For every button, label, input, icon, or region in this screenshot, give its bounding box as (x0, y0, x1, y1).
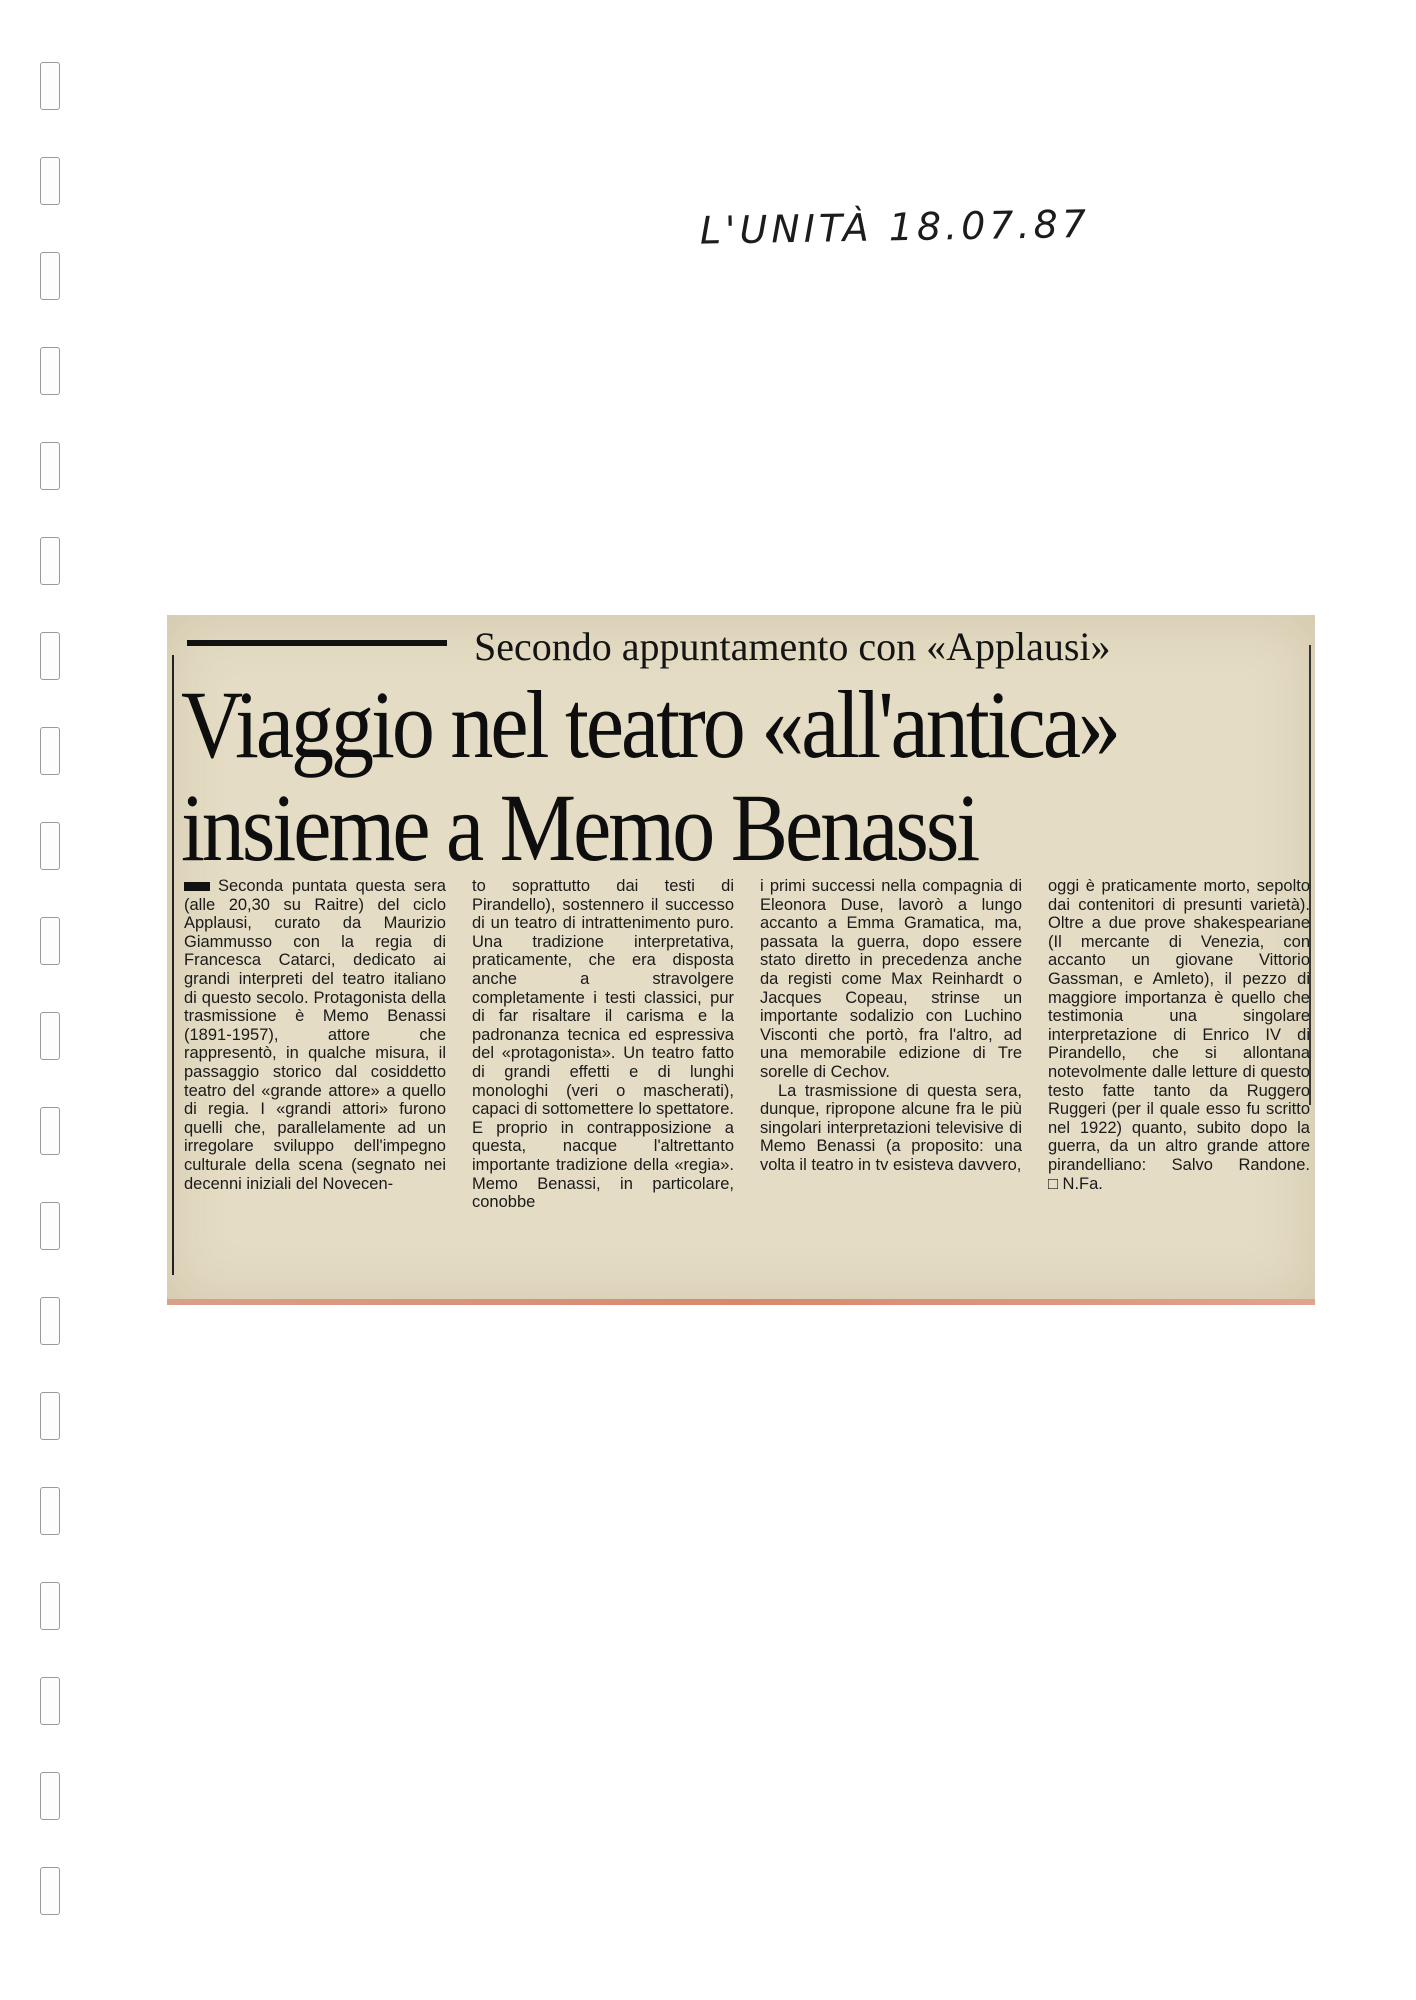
headline-line: insieme a Memo Benassi (181, 773, 978, 882)
binder-hole (40, 62, 60, 110)
article-column (472, 877, 734, 1277)
binder-hole (40, 727, 60, 775)
binder-hole (40, 1107, 60, 1155)
binder-hole (40, 347, 60, 395)
handwritten-source-date: L'UNITÀ 18.07.87 (699, 201, 1091, 253)
binder-hole (40, 1392, 60, 1440)
article-headline (181, 670, 1301, 882)
headline-line: Viaggio nel teatro «all'antica» (181, 670, 1118, 779)
article-kicker: Secondo appuntamento con «Applausi» (474, 624, 1111, 669)
binder-hole (40, 157, 60, 205)
author-signoff: □ N.Fa. (1048, 1174, 1103, 1193)
article-column (1048, 877, 1310, 1277)
article-column (760, 877, 1022, 1277)
binder-hole (40, 1487, 60, 1535)
kicker-bar (187, 640, 447, 646)
paragraph-text: oggi è praticamente morto, sepolto dai contenitori di presunti varietà). Oltre a due prove shakespeariane (Il mercante di Venezia, con accanto un giovane Vittorio Gassman, e Amleto), il pezzo di maggiore importanza è quello che testimonia una singolare interpretazione di Enrico IV di Pirandello, che si allontana notevolmente dalle letture di questo testo fatte tanto da Ruggero Ruggeri (per il quale esso fu scritto nel 1922) quanto, subito dopo la guerra, da un altro grande attore pirandelliano: Salvo Randone. (1048, 877, 1310, 1174)
binder-holes (40, 0, 62, 2000)
binder-hole (40, 1867, 60, 1915)
newspaper-clipping (167, 615, 1315, 1305)
paragraph: i primi successi nella compagnia di Eleonora Duse, lavorò a lungo accanto a Emma Gramatica, ma, passata la guerra, dopo essere stato diretto in precedenza anche da registi come Max Reinhardt o Jacques Copeau, strinse un importante sodalizio con Luchino Visconti che portò, fra l'altro, ad una memorabile edizione di Tre sorelle di Cechov. (760, 877, 1022, 1081)
binder-hole (40, 1582, 60, 1630)
binder-hole (40, 1772, 60, 1820)
binder-hole (40, 917, 60, 965)
binder-hole (40, 1202, 60, 1250)
paragraph (184, 877, 446, 1193)
binder-hole (40, 537, 60, 585)
binder-hole (40, 1297, 60, 1345)
binder-hole (40, 252, 60, 300)
binder-hole (40, 822, 60, 870)
binder-hole (40, 442, 60, 490)
binder-hole (40, 1677, 60, 1725)
binder-hole (40, 632, 60, 680)
column-rule (172, 655, 174, 1275)
paragraph-text: Seconda puntata questa sera (alle 20,30 su Raitre) del ciclo Applausi, curato da Maurizio Giammusso con la regia di Francesca Catarci, dedicato ai grandi interpreti del teatro italiano di questo secolo. Protagonista della trasmissione è Memo Benassi (1891-1957), attore che rappresentò, in qualche misura, il passaggio storico dal cosiddetto teatro del «grande attore» a quello di regia. I «grandi attori» furono quelli che, parallelamente ad un irregolare sviluppo dell'impegno culturale della scena (segnato nei decenni iniziali del Novecen- (184, 877, 446, 1193)
article-body (184, 877, 1310, 1277)
lead-marker (184, 882, 210, 891)
paragraph: to soprattutto dai testi di Pirandello), sostennero il successo di un teatro di intrattenimento puro. Una tradizione interpretativa, praticamente, che era disposta anche a stravolgere completamente i testi classici, pur di far risaltare il carisma e la padronanza tecnica ed espressiva del «protagonista». Un teatro fatto di grandi effetti e di lunghi monologhi (veri o mascherati), capaci di sottomettere lo spettatore. E proprio in contrapposizione a questa, nacque l'altrettanto importante tradizione della «regia». Memo Benassi, in particolare, conobbe (472, 877, 734, 1212)
binder-hole (40, 1012, 60, 1060)
clipping-edge (167, 1299, 1315, 1305)
article-column (184, 877, 446, 1277)
paragraph: La trasmissione di questa sera, dunque, ripropone alcune fra le più singolari interpretazioni televisive di Memo Benassi (a proposito: una volta il teatro in tv esisteva davvero, (760, 1081, 1022, 1174)
paragraph (1048, 877, 1310, 1193)
